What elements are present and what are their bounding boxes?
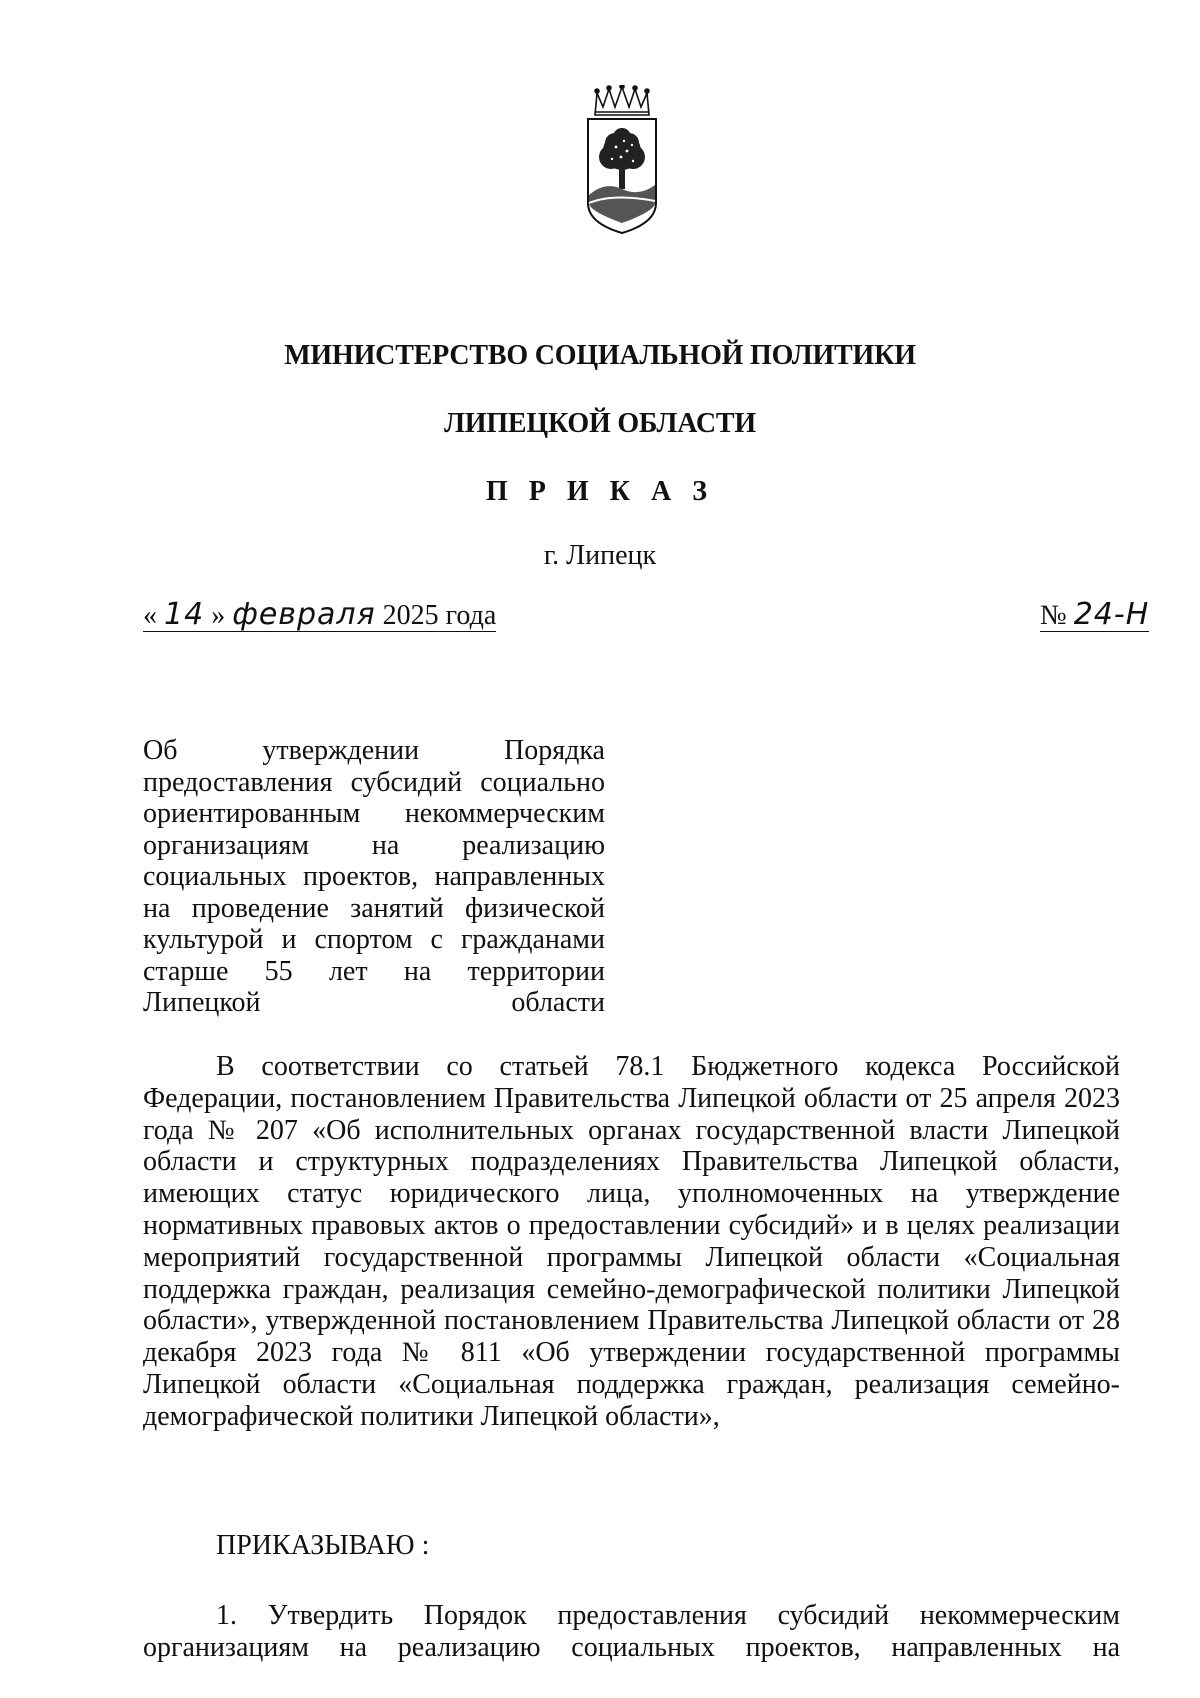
date-close-quote: » bbox=[211, 600, 226, 631]
date-open-quote: « bbox=[143, 600, 157, 631]
date-day-handwritten: 14 bbox=[164, 597, 205, 632]
document-subject: Об утверждении Порядка предоставления субсидий социально ориентированным некоммерческим организациям на реализацию социальных проектов, направленных на проведение занятий физической культурой и спортом с гражданами старше 55 лет на территории Липецкой области bbox=[143, 735, 605, 1018]
coat-of-arms-emblem bbox=[583, 85, 661, 235]
document-date bbox=[143, 597, 497, 632]
order-item-1: 1. Утвердить Порядок предоставления субсидий некоммерческим организациям на реализацию социальных проектов, направленных на bbox=[143, 1600, 1120, 1663]
document-number bbox=[1040, 597, 1150, 632]
number-value-handwritten: 24-Н bbox=[1073, 597, 1150, 632]
preamble-paragraph: В соответствии со статьей 78.1 Бюджетного кодекса Российской Федерации, постановлением Правительства Липецкой области от 25 апреля 2023 года № 207 «Об исполнительных органах государственной власти Липецкой области и структурных подразделениях Правительства Липецкой области, имеющих статус юридического лица, уполномоченных на утверждение нормативных правовых актов о предоставлении субсидий» и в целях реализации мероприятий государственной программы Липецкой области «Социальная поддержка граждан, реализация семейно-демографической политики Липецкой области», утвержденной постановлением Правительства Липецкой области от 28 декабря 2023 года № 811 «Об утверждении государственной программы Липецкой области «Социальная поддержка граждан, реализация семейно-демографической политики Липецкой области», bbox=[143, 1051, 1120, 1432]
order-directive: ПРИКАЗЫВАЮ : bbox=[216, 1530, 430, 1561]
ministry-title: МИНИСТЕРСТВО СОЦИАЛЬНОЙ ПОЛИТИКИ bbox=[284, 340, 916, 371]
document-city: г. Липецк bbox=[543, 540, 657, 571]
document-type: П Р И К А З bbox=[486, 476, 714, 507]
date-year: 2025 года bbox=[382, 600, 497, 631]
ministry-region: ЛИПЕЦКОЙ ОБЛАСТИ bbox=[444, 408, 756, 439]
number-sign: № bbox=[1040, 600, 1067, 631]
date-month-handwritten: февраля bbox=[232, 597, 376, 632]
